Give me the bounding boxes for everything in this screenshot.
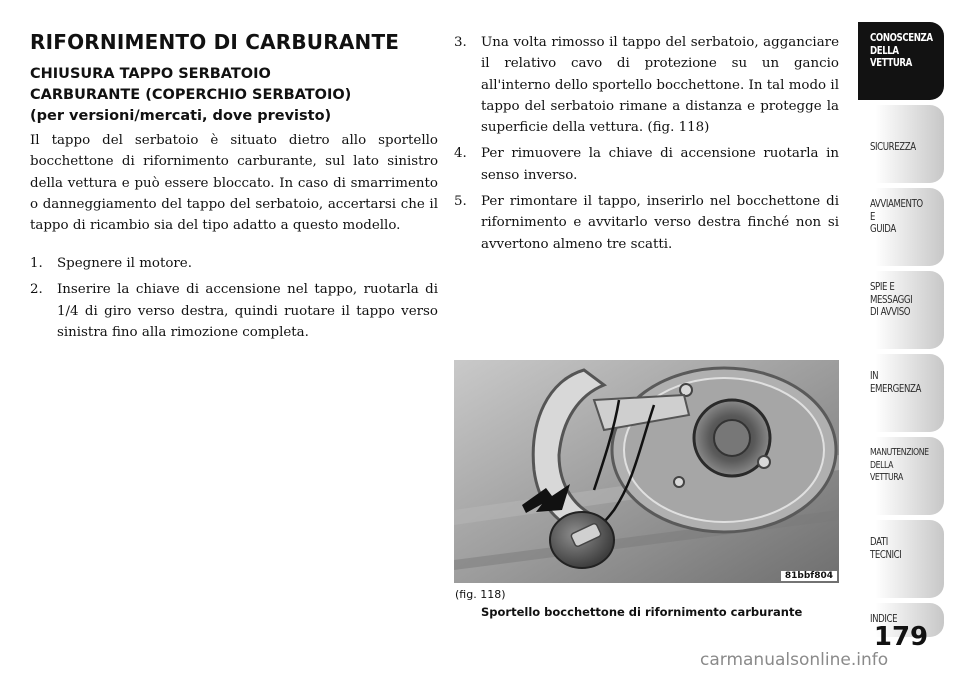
step-text: Inserire la chiave di accensione nel tappo, ruotarla di 1/4 di giro verso destra, quindi ruotare il tappo verso sinistra fino alla rimozione completa. [57, 282, 438, 340]
steps-list-left [30, 253, 438, 348]
step-number: 3. [454, 35, 467, 50]
page-number: 179 [873, 622, 929, 652]
tab-conoscenza-della-vettura[interactable] [858, 22, 944, 100]
step-number: 5. [454, 194, 467, 210]
tab-spie-e-messaggi[interactable] [858, 271, 944, 349]
tab-in-emergenza[interactable] [858, 354, 944, 432]
subtitle-line: CARBURANTE (COPERCHIO SERBATOIO) [30, 87, 352, 103]
tab-label: IN EMERGENZA [870, 370, 921, 395]
section-subtitle [30, 64, 440, 127]
subtitle-line: CHIUSURA TAPPO SERBATOIO [30, 66, 271, 82]
tab-label: DATI TECNICI [870, 536, 902, 561]
intro-paragraph: Il tappo del serbatoio è situato dietro allo sportello bocchettone di rifornimento carburante, sul lato sinistro della vettura e può essere bloccato. In caso di smarrimento o danneggiamento del tappo del serbatoio, accertarsi che il tappo di ricambio sia del tipo adatto a questo modello. [30, 133, 438, 234]
tab-dati-tecnici[interactable] [858, 520, 944, 598]
page-title: RIFORNIMENTO DI CARBURANTE [30, 30, 400, 54]
list-item [30, 253, 438, 274]
step-text: Per rimontare il tappo, inserirlo nel bocchettone di rifornimento e avvitarlo verso destra finché non si avvertono almeno tre scatti. [481, 194, 839, 252]
figure-reference: (fig. 118) [455, 588, 506, 601]
step-number: 1. [30, 256, 43, 271]
tab-label: SPIE E MESSAGGI DI AVVISO [870, 281, 913, 318]
step-number: 2. [30, 282, 43, 298]
tab-label: INDICE [870, 613, 898, 625]
tab-label: AVVIAMENTO E GUIDA [870, 198, 923, 235]
step-number: 4. [454, 146, 467, 162]
tab-manutenzione-della-vettura[interactable] [858, 437, 944, 515]
steps-list-right [454, 32, 839, 260]
figure-caption: Sportello bocchettone di rifornimento carburante [481, 605, 803, 619]
tab-label: SICUREZZA [870, 141, 916, 153]
watermark: carmanualsonline.info [700, 650, 889, 670]
step-text: Per rimuovere la chiave di accensione ruotarla in senso inverso. [481, 146, 839, 183]
step-text: Spegnere il motore. [57, 256, 192, 271]
fuel-door-illustration [454, 360, 839, 583]
tab-avviamento-e-guida[interactable] [858, 188, 944, 266]
step-text: Una volta rimosso il tappo del serbatoio, agganciare il relativo cavo di protezione su un gancio all'interno dello sportello bocchettone. In tal modo il tappo del serbatoio rimane a distanza e protegge la superficie della vettura. (fig. 118) [481, 35, 839, 136]
list-item [454, 143, 839, 186]
list-item [30, 279, 438, 343]
list-item [454, 32, 839, 138]
figure-code: 81bbf804 [781, 571, 837, 581]
subtitle-line: (per versioni/mercati, dove previsto) [30, 108, 332, 124]
list-item [454, 191, 839, 255]
tab-label: CONOSCENZA DELLA VETTURA [870, 32, 933, 69]
fuel-door-photo [454, 360, 839, 583]
tab-label: MANUTENZIONE DELLA VETTURA [870, 447, 929, 483]
tab-sicurezza[interactable] [858, 105, 944, 183]
